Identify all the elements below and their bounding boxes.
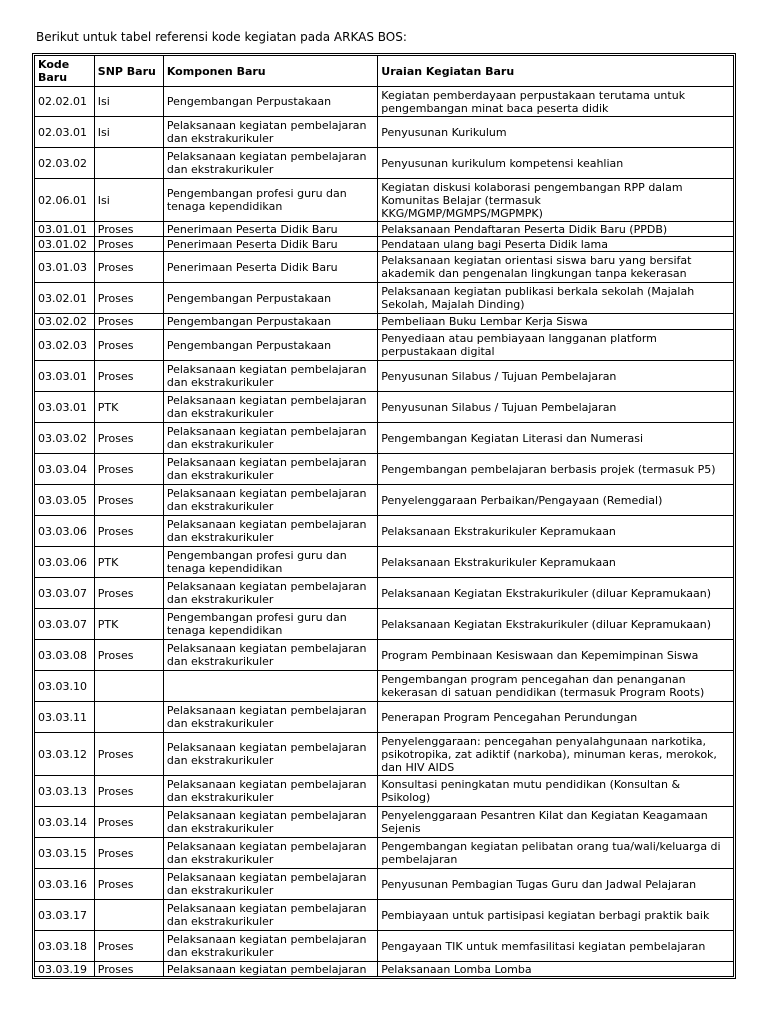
kode-cell: 03.03.02 [35, 423, 95, 454]
uraian-cell: Pelaksanaan Ekstrakurikuler Kepramukaan [378, 547, 734, 578]
komponen-cell: Pengembangan profesi guru dan tenaga kependidikan [163, 547, 377, 578]
komponen-cell: Penerimaan Peserta Didik Baru [163, 252, 377, 283]
table-row [35, 237, 734, 252]
snp-cell: Proses [94, 423, 163, 454]
snp-cell: Proses [94, 838, 163, 869]
kode-cell: 03.03.17 [35, 900, 95, 931]
table-row [35, 807, 734, 838]
kode-cell: 02.06.01 [35, 179, 95, 222]
table-row [35, 361, 734, 392]
komponen-cell: Pelaksanaan kegiatan pembelajaran dan ekstrakurikuler [163, 392, 377, 423]
uraian-cell: Penyelenggaraan: pencegahan penyalahgunaan narkotika, psikotropika, zat adiktif (narkoba), minuman keras, merokok, dan HIV AIDS [378, 733, 734, 776]
kode-cell: 03.02.01 [35, 283, 95, 314]
table-row [35, 931, 734, 962]
uraian-cell: Pembiayaan untuk partisipasi kegiatan berbagi praktik baik [378, 900, 734, 931]
kode-cell: 03.03.06 [35, 547, 95, 578]
uraian-cell: Pelaksanaan Ekstrakurikuler Kepramukaan [378, 516, 734, 547]
table-header-row [35, 56, 734, 87]
snp-cell: Proses [94, 237, 163, 252]
komponen-cell: Pelaksanaan kegiatan pembelajaran dan ekstrakurikuler [163, 423, 377, 454]
header-komponen-baru: Komponen Baru [163, 56, 377, 87]
komponen-cell: Pelaksanaan kegiatan pembelajaran dan ekstrakurikuler [163, 733, 377, 776]
table-row [35, 838, 734, 869]
uraian-cell: Program Pembinaan Kesiswaan dan Kepemimpinan Siswa [378, 640, 734, 671]
snp-cell: Proses [94, 962, 163, 977]
table-row [35, 117, 734, 148]
kode-cell: 03.03.10 [35, 671, 95, 702]
uraian-cell: Pengembangan program pencegahan dan penanganan kekerasan di satuan pendidikan (termasuk Program Roots) [378, 671, 734, 702]
table-row [35, 609, 734, 640]
uraian-cell: Pelaksanaan Kegiatan Ekstrakurikuler (diluar Kepramukaan) [378, 578, 734, 609]
table-row [35, 179, 734, 222]
table-row [35, 702, 734, 733]
kode-cell: 03.01.01 [35, 222, 95, 237]
kode-cell: 03.03.15 [35, 838, 95, 869]
uraian-cell: Penyusunan kurikulum kompetensi keahlian [378, 148, 734, 179]
komponen-cell: Pelaksanaan kegiatan pembelajaran dan ekstrakurikuler [163, 838, 377, 869]
table-row [35, 87, 734, 117]
kode-cell: 03.03.19 [35, 962, 95, 977]
komponen-cell: Pelaksanaan kegiatan pembelajaran dan ekstrakurikuler [163, 454, 377, 485]
uraian-cell: Penyusunan Kurikulum [378, 117, 734, 148]
table-row [35, 485, 734, 516]
table-row [35, 392, 734, 423]
snp-cell: Proses [94, 931, 163, 962]
komponen-cell: Pengembangan profesi guru dan tenaga kependidikan [163, 179, 377, 222]
snp-cell: PTK [94, 609, 163, 640]
snp-cell: Isi [94, 179, 163, 222]
uraian-cell: Pengembangan kegiatan pelibatan orang tua/wali/keluarga di pembelajaran [378, 838, 734, 869]
table-row [35, 776, 734, 807]
snp-cell: Proses [94, 252, 163, 283]
komponen-cell: Pelaksanaan kegiatan pembelajaran [163, 962, 377, 977]
kode-cell: 03.03.16 [35, 869, 95, 900]
snp-cell [94, 702, 163, 733]
uraian-cell: Pelaksanaan Pendaftaran Peserta Didik Baru (PPDB) [378, 222, 734, 237]
kode-cell: 02.03.02 [35, 148, 95, 179]
table-row [35, 869, 734, 900]
komponen-cell: Pengembangan Perpustakaan [163, 87, 377, 117]
uraian-cell: Penerapan Program Pencegahan Perundungan [378, 702, 734, 733]
komponen-cell: Pelaksanaan kegiatan pembelajaran dan ekstrakurikuler [163, 640, 377, 671]
snp-cell: Proses [94, 283, 163, 314]
uraian-cell: Pengayaan TIK untuk memfasilitasi kegiatan pembelajaran [378, 931, 734, 962]
kode-kegiatan-table [34, 55, 734, 977]
komponen-cell: Pelaksanaan kegiatan pembelajaran dan ekstrakurikuler [163, 117, 377, 148]
table-row [35, 330, 734, 361]
komponen-cell: Pelaksanaan kegiatan pembelajaran dan ekstrakurikuler [163, 485, 377, 516]
snp-cell: Proses [94, 640, 163, 671]
snp-cell: Proses [94, 330, 163, 361]
table-row [35, 671, 734, 702]
header-kode-baru: Kode Baru [35, 56, 95, 87]
snp-cell: Proses [94, 578, 163, 609]
uraian-cell: Pelaksanaan kegiatan publikasi berkala sekolah (Majalah Sekolah, Majalah Dinding) [378, 283, 734, 314]
table-row [35, 283, 734, 314]
kode-cell: 03.03.18 [35, 931, 95, 962]
table-body [35, 87, 734, 977]
komponen-cell: Pelaksanaan kegiatan pembelajaran dan ekstrakurikuler [163, 516, 377, 547]
komponen-cell: Pelaksanaan kegiatan pembelajaran dan ekstrakurikuler [163, 776, 377, 807]
uraian-cell: Kegiatan diskusi kolaborasi pengembangan RPP dalam Komunitas Belajar (termasuk KKG/MGMP/MGMPS/MGPMPK) [378, 179, 734, 222]
kode-cell: 03.02.02 [35, 314, 95, 330]
table-row [35, 640, 734, 671]
uraian-cell: Penyelenggaraan Pesantren Kilat dan Kegiatan Keagamaan Sejenis [378, 807, 734, 838]
uraian-cell: Penyusunan Silabus / Tujuan Pembelajaran [378, 361, 734, 392]
kode-cell: 02.03.01 [35, 117, 95, 148]
snp-cell: Proses [94, 776, 163, 807]
uraian-cell: Pembeliaan Buku Lembar Kerja Siswa [378, 314, 734, 330]
kode-cell: 03.03.04 [35, 454, 95, 485]
header-uraian-kegiatan-baru: Uraian Kegiatan Baru [378, 56, 734, 87]
uraian-cell: Pelaksanaan Lomba Lomba [378, 962, 734, 977]
kode-cell: 03.01.02 [35, 237, 95, 252]
uraian-cell: Penyusunan Pembagian Tugas Guru dan Jadwal Pelajaran [378, 869, 734, 900]
uraian-cell: Konsultasi peningkatan mutu pendidikan (Konsultan & Psikolog) [378, 776, 734, 807]
table-row [35, 423, 734, 454]
uraian-cell: Penyediaan atau pembiayaan langganan platform perpustakaan digital [378, 330, 734, 361]
komponen-cell: Pengembangan Perpustakaan [163, 330, 377, 361]
table-row [35, 733, 734, 776]
uraian-cell: Pengembangan pembelajaran berbasis projek (termasuk P5) [378, 454, 734, 485]
snp-cell: Proses [94, 222, 163, 237]
kode-cell: 03.03.05 [35, 485, 95, 516]
snp-cell: Proses [94, 807, 163, 838]
komponen-cell: Pengembangan Perpustakaan [163, 283, 377, 314]
table-row [35, 252, 734, 283]
kode-cell: 03.03.07 [35, 609, 95, 640]
table-row [35, 314, 734, 330]
snp-cell: Proses [94, 869, 163, 900]
snp-cell: Isi [94, 87, 163, 117]
komponen-cell: Pelaksanaan kegiatan pembelajaran dan ekstrakurikuler [163, 869, 377, 900]
table-row [35, 578, 734, 609]
kode-cell: 03.01.03 [35, 252, 95, 283]
komponen-cell: Pengembangan profesi guru dan tenaga kependidikan [163, 609, 377, 640]
komponen-cell: Pelaksanaan kegiatan pembelajaran dan ekstrakurikuler [163, 148, 377, 179]
kode-cell: 03.03.01 [35, 392, 95, 423]
intro-text: Berikut untuk tabel referensi kode kegiatan pada ARKAS BOS: [36, 30, 407, 44]
header-snp-baru: SNP Baru [94, 56, 163, 87]
table-row [35, 547, 734, 578]
uraian-cell: Pendataan ulang bagi Peserta Didik lama [378, 237, 734, 252]
snp-cell [94, 671, 163, 702]
kode-cell: 03.02.03 [35, 330, 95, 361]
komponen-cell: Penerimaan Peserta Didik Baru [163, 237, 377, 252]
kode-cell: 03.03.07 [35, 578, 95, 609]
snp-cell: Proses [94, 454, 163, 485]
kode-cell: 03.03.01 [35, 361, 95, 392]
uraian-cell: Pelaksanaan Kegiatan Ekstrakurikuler (diluar Kepramukaan) [378, 609, 734, 640]
snp-cell: Proses [94, 516, 163, 547]
uraian-cell: Pelaksanaan kegiatan orientasi siswa baru yang bersifat akademik dan pengenalan lingkungan tanpa kekerasan [378, 252, 734, 283]
snp-cell [94, 900, 163, 931]
snp-cell: Proses [94, 361, 163, 392]
uraian-cell: Penyelenggaraan Perbaikan/Pengayaan (Remedial) [378, 485, 734, 516]
kode-cell: 03.03.13 [35, 776, 95, 807]
uraian-cell: Pengembangan Kegiatan Literasi dan Numerasi [378, 423, 734, 454]
snp-cell: Isi [94, 117, 163, 148]
kode-cell: 03.03.14 [35, 807, 95, 838]
table-row [35, 454, 734, 485]
komponen-cell: Penerimaan Peserta Didik Baru [163, 222, 377, 237]
snp-cell: PTK [94, 392, 163, 423]
komponen-cell: Pelaksanaan kegiatan pembelajaran dan ekstrakurikuler [163, 361, 377, 392]
kode-cell: 03.03.08 [35, 640, 95, 671]
snp-cell: Proses [94, 485, 163, 516]
komponen-cell: Pelaksanaan kegiatan pembelajaran dan ekstrakurikuler [163, 931, 377, 962]
kode-cell: 03.03.11 [35, 702, 95, 733]
kode-cell: 02.02.01 [35, 87, 95, 117]
komponen-cell [163, 671, 377, 702]
uraian-cell: Kegiatan pemberdayaan perpustakaan terutama untuk pengembangan minat baca peserta didik [378, 87, 734, 117]
table-row [35, 148, 734, 179]
uraian-cell: Penyusunan Silabus / Tujuan Pembelajaran [378, 392, 734, 423]
komponen-cell: Pelaksanaan kegiatan pembelajaran dan ekstrakurikuler [163, 578, 377, 609]
snp-cell: Proses [94, 733, 163, 776]
kode-cell: 03.03.12 [35, 733, 95, 776]
table-row [35, 962, 734, 977]
kode-cell: 03.03.06 [35, 516, 95, 547]
snp-cell [94, 148, 163, 179]
komponen-cell: Pelaksanaan kegiatan pembelajaran dan ekstrakurikuler [163, 900, 377, 931]
table-row [35, 222, 734, 237]
snp-cell: PTK [94, 547, 163, 578]
table-row [35, 516, 734, 547]
table-row [35, 900, 734, 931]
komponen-cell: Pelaksanaan kegiatan pembelajaran dan ekstrakurikuler [163, 702, 377, 733]
komponen-cell: Pengembangan Perpustakaan [163, 314, 377, 330]
snp-cell: Proses [94, 314, 163, 330]
komponen-cell: Pelaksanaan kegiatan pembelajaran dan ekstrakurikuler [163, 807, 377, 838]
